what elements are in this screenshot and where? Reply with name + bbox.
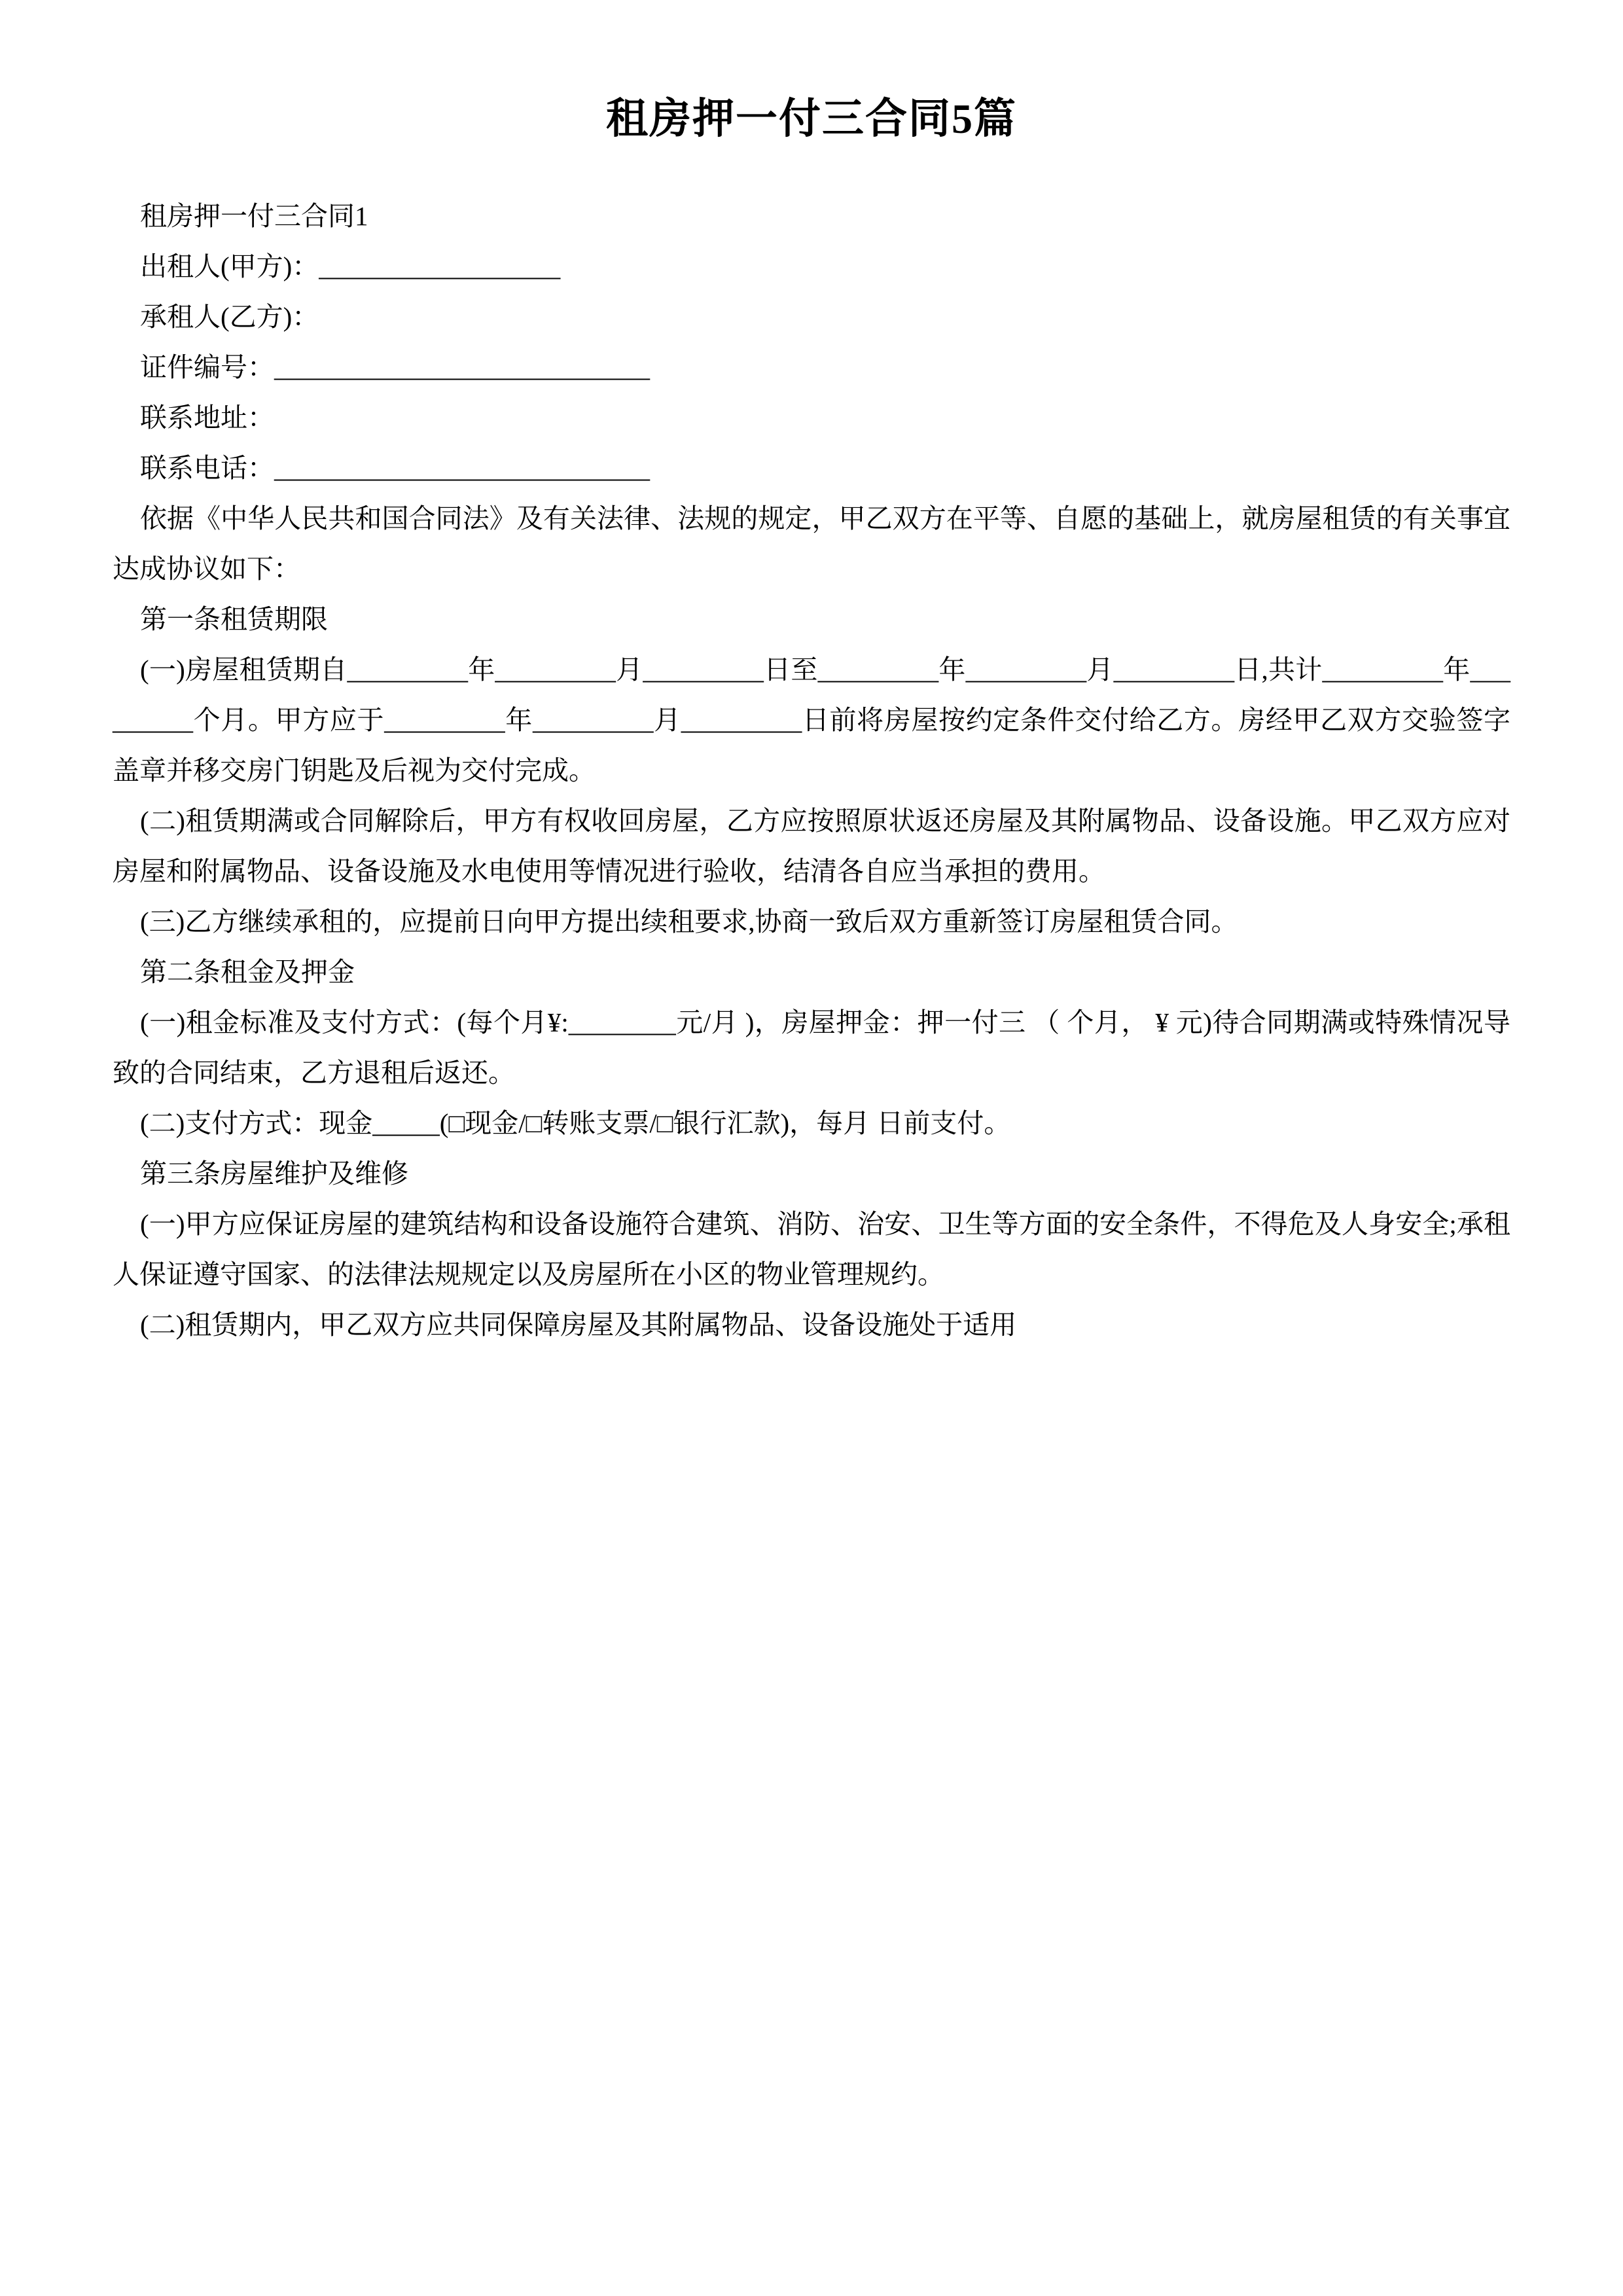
paragraph: (二)租赁期内，甲乙双方应共同保障房屋及其附属物品、设备设施处于适用 <box>140 1310 1017 1340</box>
paragraph: 承租人(乙方)： <box>140 302 319 332</box>
document-title: 租房押一付三合同5篇 <box>606 96 1017 142</box>
paragraph: (一)房屋租赁期自_________年_________月_________日至_________年_________月_________日,共计_________年_________个月。甲方应于_________年_________月_________日前将房屋按约定条件交付给乙方。房经甲乙双方交验签字盖章并移交房门钥匙及后视为交付完成。 <box>113 655 1510 785</box>
paragraph: 租房押一付三合同1 <box>140 201 368 231</box>
paragraph: 依据《中华人民共和国合同法》及有关法律、法规的规定，甲乙双方在平等、自愿的基础上，就房屋租赁的有关事宜达成协议如下： <box>113 503 1510 584</box>
paragraph: 第三条房屋维护及维修 <box>140 1158 408 1189</box>
paragraph: (三)乙方继续承租的，应提前日向甲方提出续租要求,协商一致后双方重新签订房屋租赁合同。 <box>140 906 1238 937</box>
paragraph: 第一条租赁期限 <box>140 604 328 634</box>
paragraph: 联系地址： <box>140 403 274 433</box>
paragraph: (一)甲方应保证房屋的建筑结构和设备设施符合建筑、消防、治安、卫生等方面的安全条件，不得危及人身安全;承租人保证遵守国家、的法律法规规定以及房屋所在小区的物业管理规约。 <box>113 1209 1510 1289</box>
paragraph: 出租人(甲方)：__________________ <box>140 251 561 281</box>
paragraph: 证件编号：____________________________ <box>140 352 650 382</box>
paragraph: (一)租金标准及支付方式：(每个月¥:________元/月 )，房屋押金：押一付三 （ 个月， ¥ 元)待合同期满或特殊情况导致的合同结束，乙方退租后返还。 <box>113 1007 1510 1088</box>
paragraph: 第二条租金及押金 <box>140 957 355 987</box>
paragraph: 联系电话：____________________________ <box>140 453 650 483</box>
paragraph: (二)租赁期满或合同解除后，甲方有权收回房屋，乙方应按照原状返还房屋及其附属物品、设备设施。甲乙双方应对房屋和附属物品、设备设施及水电使用等情况进行验收，结清各自应当承担的费用。 <box>113 806 1510 886</box>
paragraph: (二)支付方式：现金_____(□现金/□转账支票/□银行汇款)，每月 日前支付。 <box>140 1108 1011 1138</box>
document-body <box>113 191 1510 1350</box>
